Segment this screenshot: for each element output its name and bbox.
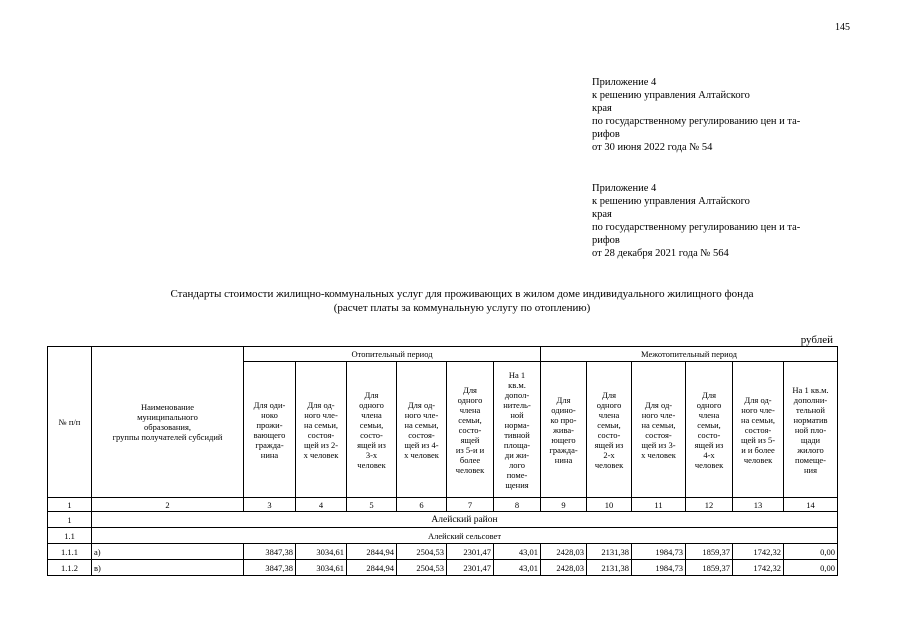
period-header-interheating: Межотопительный период — [541, 347, 838, 362]
table-cell: 2844,94 — [347, 560, 397, 576]
appendix-line: по государственному регулированию цен и та- — [592, 116, 801, 127]
column-number: 8 — [494, 498, 541, 512]
table-cell: 2504,53 — [397, 544, 447, 560]
column-number: 2 — [92, 498, 244, 512]
table-cell: 2131,38 — [587, 544, 632, 560]
appendix-line: к решению управления Алтайского — [592, 90, 750, 101]
table-cell: 1742,32 — [733, 560, 784, 576]
appendix-line: по государственному регулированию цен и та- — [592, 222, 801, 233]
table-cell: 3034,61 — [296, 560, 347, 576]
col-header-interheating: Для од- ного чле- на семьи, состоя- щей из 3- х человек — [632, 362, 686, 498]
col-header-number: № п/п — [48, 347, 92, 498]
row-index: 1.1.1 — [48, 544, 92, 560]
column-number: 7 — [447, 498, 494, 512]
column-number: 4 — [296, 498, 347, 512]
table-cell: 0,00 — [784, 544, 838, 560]
col-header-interheating: Для одного члена семьи, состо- ящей из 4-х человек — [686, 362, 733, 498]
appendix-line: от 28 декабря 2021 года № 564 — [592, 248, 729, 259]
table-cell: 2844,94 — [347, 544, 397, 560]
column-number: 6 — [397, 498, 447, 512]
col-header-heating: Для одного члена семьи, состо- ящей из 5-и и более человек — [447, 362, 494, 498]
appendix-line: края — [592, 209, 612, 220]
table-row — [48, 544, 838, 560]
table-cell: 2428,03 — [541, 544, 587, 560]
appendix-line: рифов — [592, 129, 620, 140]
section-row — [48, 512, 838, 528]
col-header-name: Наименование муниципального образования, группы получателей субсидий — [92, 347, 244, 498]
period-header-heating: Отопительный период — [244, 347, 541, 362]
table-cell: 1984,73 — [632, 544, 686, 560]
col-header-heating: Для оди- ноко прожи- вающего гражда- нина — [244, 362, 296, 498]
column-number: 14 — [784, 498, 838, 512]
row-index: 1 — [48, 512, 92, 528]
row-index: 1.1 — [48, 528, 92, 544]
row-label: в) — [92, 560, 244, 576]
col-header-interheating: Для одино- ко про- жива- ющего гражда- нина — [541, 362, 587, 498]
appendix-line: края — [592, 103, 612, 114]
column-number: 3 — [244, 498, 296, 512]
subsection-name: Алейский сельсовет — [92, 528, 838, 544]
table-cell: 1859,37 — [686, 544, 733, 560]
appendix-line: к решению управления Алтайского — [592, 196, 750, 207]
row-index: 1.1.2 — [48, 560, 92, 576]
column-number: 13 — [733, 498, 784, 512]
row-label: а) — [92, 544, 244, 560]
appendix-line: от 30 июня 2022 года № 54 — [592, 142, 713, 153]
table-cell: 2301,47 — [447, 544, 494, 560]
col-header-heating: Для одного члена семьи, состо- ящей из 3-х человек — [347, 362, 397, 498]
table-cell: 1742,32 — [733, 544, 784, 560]
appendix-note-current — [592, 76, 842, 154]
table-cell: 43,01 — [494, 560, 541, 576]
table-cell: 2301,47 — [447, 560, 494, 576]
column-number: 11 — [632, 498, 686, 512]
col-header-interheating: Для од- ного чле- на семьи, состоя- щей из 5- и и более человек — [733, 362, 784, 498]
col-header-interheating: Для одного члена семьи, состо- ящей из 2-х человек — [587, 362, 632, 498]
column-number: 5 — [347, 498, 397, 512]
appendix-line: Приложение 4 — [592, 183, 657, 194]
table-cell: 43,01 — [494, 544, 541, 560]
table-cell: 3034,61 — [296, 544, 347, 560]
table-cell: 3847,38 — [244, 544, 296, 560]
col-header-interheating: На 1 кв.м. дополни- тельной норматив ной пло- щади жилого помеще- ния — [784, 362, 838, 498]
page-number: 145 — [835, 22, 850, 33]
appendix-line: рифов — [592, 235, 620, 246]
table-cell: 2504,53 — [397, 560, 447, 576]
table-cell: 1859,37 — [686, 560, 733, 576]
column-number: 1 — [48, 498, 92, 512]
table-cell: 0,00 — [784, 560, 838, 576]
subsection-row — [48, 528, 838, 544]
col-header-heating: Для од- ного чле- на семьи, состоя- щей из 2- х человек — [296, 362, 347, 498]
column-number: 10 — [587, 498, 632, 512]
document-subtitle-line: (расчет платы за коммунальную услугу по отоплению) — [333, 302, 591, 314]
column-number-row — [48, 498, 838, 512]
appendix-note-previous — [592, 182, 842, 260]
document-title — [60, 287, 864, 315]
section-name: Алейский район — [92, 512, 838, 528]
table-cell: 1984,73 — [632, 560, 686, 576]
document-title-line: Стандарты стоимости жилищно-коммунальных услуг для проживающих в жилом доме индивидуального жилищного фонда — [170, 288, 754, 300]
table-cell: 2428,03 — [541, 560, 587, 576]
appendix-line: Приложение 4 — [592, 77, 657, 88]
column-number: 12 — [686, 498, 733, 512]
col-header-heating: На 1 кв.м. допол- нитель- ной норма- тивной площа- ди жи- лого поме- щения — [494, 362, 541, 498]
table-cell: 3847,38 — [244, 560, 296, 576]
standards-table — [47, 346, 838, 576]
table-row — [48, 560, 838, 576]
col-header-heating: Для од- ного чле- на семьи, состоя- щей из 4- х человек — [397, 362, 447, 498]
column-number: 9 — [541, 498, 587, 512]
units-label: рублей — [800, 334, 833, 346]
table-cell: 2131,38 — [587, 560, 632, 576]
